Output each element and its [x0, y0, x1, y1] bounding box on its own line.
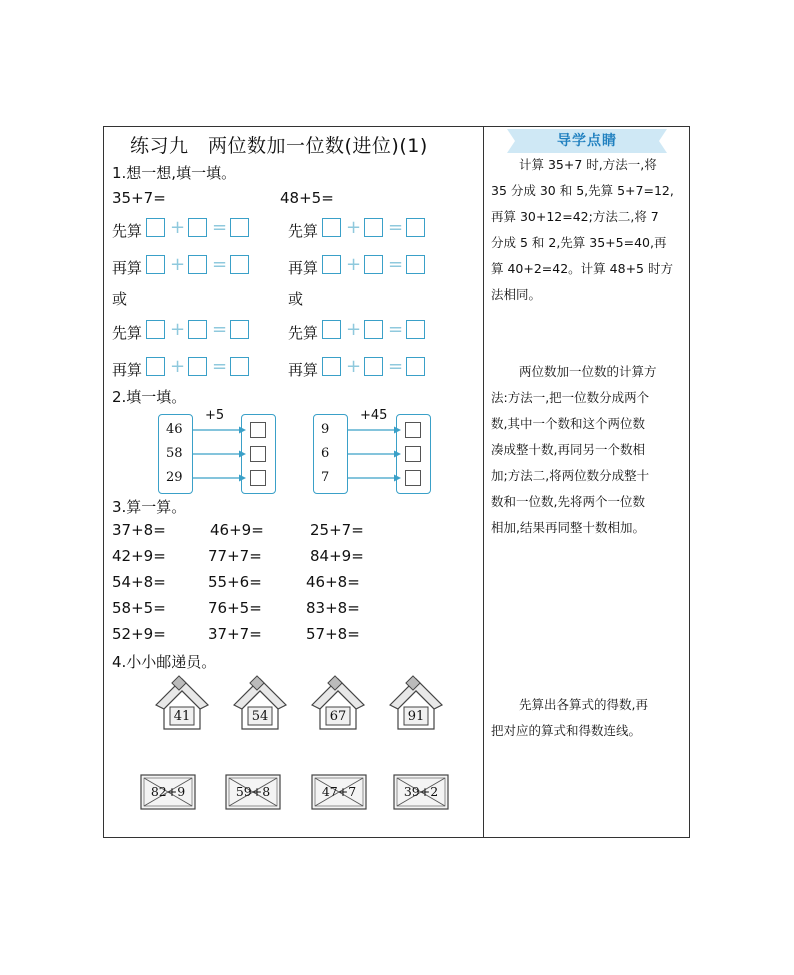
q1-left-row4-box-result [230, 357, 249, 376]
q1-right-row1-equals: = [388, 217, 404, 238]
q1-right-row2-plus: + [346, 254, 362, 275]
q1-left-row2-equals: = [212, 254, 228, 275]
q2-right-arrows [348, 414, 408, 494]
q1-left-row3-box-result [230, 320, 249, 339]
q4-house-2-number: 54 [251, 709, 269, 724]
q1-left-row2-box-result [230, 255, 249, 274]
q1-right-row3-box-b [364, 320, 383, 339]
q3-expr-r1-c1: 37+8= [112, 521, 166, 539]
q2-right-input-1: 9 [321, 422, 330, 437]
q2-left-input-1: 46 [166, 422, 183, 437]
q1-right-row2-label: 再算 [288, 259, 319, 277]
q2-heading: 2.填一填。 [112, 388, 187, 406]
side-tip2-line-2: 法:方法一,把一位数分成两个 [491, 390, 650, 405]
q1-left-row3-box-b [188, 320, 207, 339]
q1-right-row1-box-a [322, 218, 341, 237]
q1-left-row3-label: 先算 [112, 324, 143, 342]
q3-expr-r3-c2: 55+6= [208, 573, 262, 591]
q3-expr-r4-c3: 83+8= [306, 599, 360, 617]
q2-left-input-3: 29 [166, 470, 183, 485]
q1-right-row2-box-a [322, 255, 341, 274]
side-tip1-line-1: 计算 35+7 时,方法一,将 [519, 157, 657, 172]
q4-envelope-2-expr: 59+8 [235, 784, 271, 799]
q1-heading: 1.想一想,填一填。 [112, 164, 237, 182]
column-divider [483, 126, 484, 838]
side-tip3-line-1: 先算出各算式的得数,再 [519, 697, 648, 712]
q1-left-row2-box-b [188, 255, 207, 274]
q2-left-answer-box-2 [250, 446, 266, 462]
side-tip2-line-1: 两位数加一位数的计算方 [519, 364, 657, 379]
q1-right-row1-plus: + [346, 217, 362, 238]
q2-right-input-3: 7 [321, 470, 330, 485]
side-tip1-line-3: 再算 30+12=42;方法二,将 7 [491, 209, 659, 224]
q1-left-row1-equals: = [212, 217, 228, 238]
q1-right-row4-plus: + [346, 356, 362, 377]
q2-right-input-2: 6 [321, 446, 330, 461]
q3-expr-r2-c3: 84+9= [310, 547, 364, 565]
q3-expr-r5-c2: 37+7= [208, 625, 262, 643]
q1-left-row2-label: 再算 [112, 259, 143, 277]
q1-left-row4-equals: = [212, 356, 228, 377]
side-tip2-line-6: 数和一位数,先将两个一位数 [491, 494, 645, 509]
q1-right-expr: 48+5= [280, 189, 334, 207]
q3-expr-r4-c2: 76+5= [208, 599, 262, 617]
q1-left-row1-box-a [146, 218, 165, 237]
side-tip1-line-5: 算 40+2=42。计算 48+5 时方 [491, 261, 673, 276]
side-tip1-line-6: 法相同。 [491, 287, 542, 302]
q1-right-row4-box-result [406, 357, 425, 376]
q1-right-row4-label: 再算 [288, 361, 319, 379]
q3-expr-r4-c1: 58+5= [112, 599, 166, 617]
q4-envelope-4-expr: 39+2 [403, 784, 439, 799]
q3-expr-r2-c2: 77+7= [208, 547, 262, 565]
q1-right-row4-box-a [322, 357, 341, 376]
q1-left-row1-label: 先算 [112, 222, 143, 240]
q2-left-input-2: 58 [166, 446, 183, 461]
side-tip1-line-4: 分成 5 和 2,先算 35+5=40,再 [491, 235, 667, 250]
q1-or-left: 或 [112, 290, 128, 308]
q1-left-row1-plus: + [170, 217, 186, 238]
q1-right-row3-plus: + [346, 319, 362, 340]
q1-right-row3-box-result [406, 320, 425, 339]
q1-right-row1-box-b [364, 218, 383, 237]
q1-right-row4-box-b [364, 357, 383, 376]
q2-right-answer-box-1 [405, 422, 421, 438]
side-tip1-line-2: 35 分成 30 和 5,先算 5+7=12, [491, 183, 674, 198]
side-tip2-line-5: 加;方法二,将两位数分成整十 [491, 468, 650, 483]
q1-right-row1-box-result [406, 218, 425, 237]
q3-expr-r3-c1: 54+8= [112, 573, 166, 591]
page-title: 练习九 两位数加一位数(进位)(1) [130, 135, 428, 157]
q1-left-row2-plus: + [170, 254, 186, 275]
q4-envelope-3-expr: 47+7 [321, 784, 357, 799]
q4-envelope-1-expr: 82+9 [150, 784, 186, 799]
q2-right-answer-box-3 [405, 470, 421, 486]
q4-heading: 4.小小邮递员。 [112, 653, 217, 671]
q3-expr-r1-c3: 25+7= [310, 521, 364, 539]
side-tip2-line-3: 数,其中一个数和这个两位数 [491, 416, 645, 431]
q1-right-row2-equals: = [388, 254, 404, 275]
q4-house-1-number: 41 [173, 709, 191, 724]
q1-left-row3-equals: = [212, 319, 228, 340]
q3-heading: 3.算一算。 [112, 498, 187, 516]
q1-left-row3-plus: + [170, 319, 186, 340]
q2-right-operation: +45 [360, 408, 388, 423]
q1-left-row4-plus: + [170, 356, 186, 377]
q4-house-4-number: 91 [407, 709, 425, 724]
q1-right-row3-label: 先算 [288, 324, 319, 342]
q2-left-arrows [193, 414, 253, 494]
q2-left-operation: +5 [205, 408, 225, 423]
q3-expr-r5-c3: 57+8= [306, 625, 360, 643]
side-tip2-line-7: 相加,结果再同整十数相加。 [491, 520, 645, 535]
q3-expr-r5-c1: 52+9= [112, 625, 166, 643]
q1-left-row1-box-b [188, 218, 207, 237]
q1-or-right: 或 [288, 290, 304, 308]
q3-expr-r3-c3: 46+8= [306, 573, 360, 591]
q1-left-row4-box-b [188, 357, 207, 376]
side-tip3-line-2: 把对应的算式和得数连线。 [491, 723, 642, 738]
q1-left-row1-box-result [230, 218, 249, 237]
q1-right-row2-box-result [406, 255, 425, 274]
q1-left-expr: 35+7= [112, 189, 166, 207]
tip-badge: 导学点睛 [557, 133, 617, 149]
q1-left-row2-box-a [146, 255, 165, 274]
q2-left-answer-box-1 [250, 422, 266, 438]
q1-right-row3-box-a [322, 320, 341, 339]
q1-right-row4-equals: = [388, 356, 404, 377]
q2-left-answer-box-3 [250, 470, 266, 486]
q1-left-row3-box-a [146, 320, 165, 339]
q2-right-answer-box-2 [405, 446, 421, 462]
q3-expr-r1-c2: 46+9= [210, 521, 264, 539]
side-tip2-line-4: 凑成整十数,再同另一个数相 [491, 442, 645, 457]
q4-house-3-number: 67 [329, 709, 347, 724]
q1-right-row1-label: 先算 [288, 222, 319, 240]
q1-right-row2-box-b [364, 255, 383, 274]
q2-right-input-column [313, 414, 348, 494]
q3-expr-r2-c1: 42+9= [112, 547, 166, 565]
q1-left-row4-box-a [146, 357, 165, 376]
q1-left-row4-label: 再算 [112, 361, 143, 379]
q1-right-row3-equals: = [388, 319, 404, 340]
